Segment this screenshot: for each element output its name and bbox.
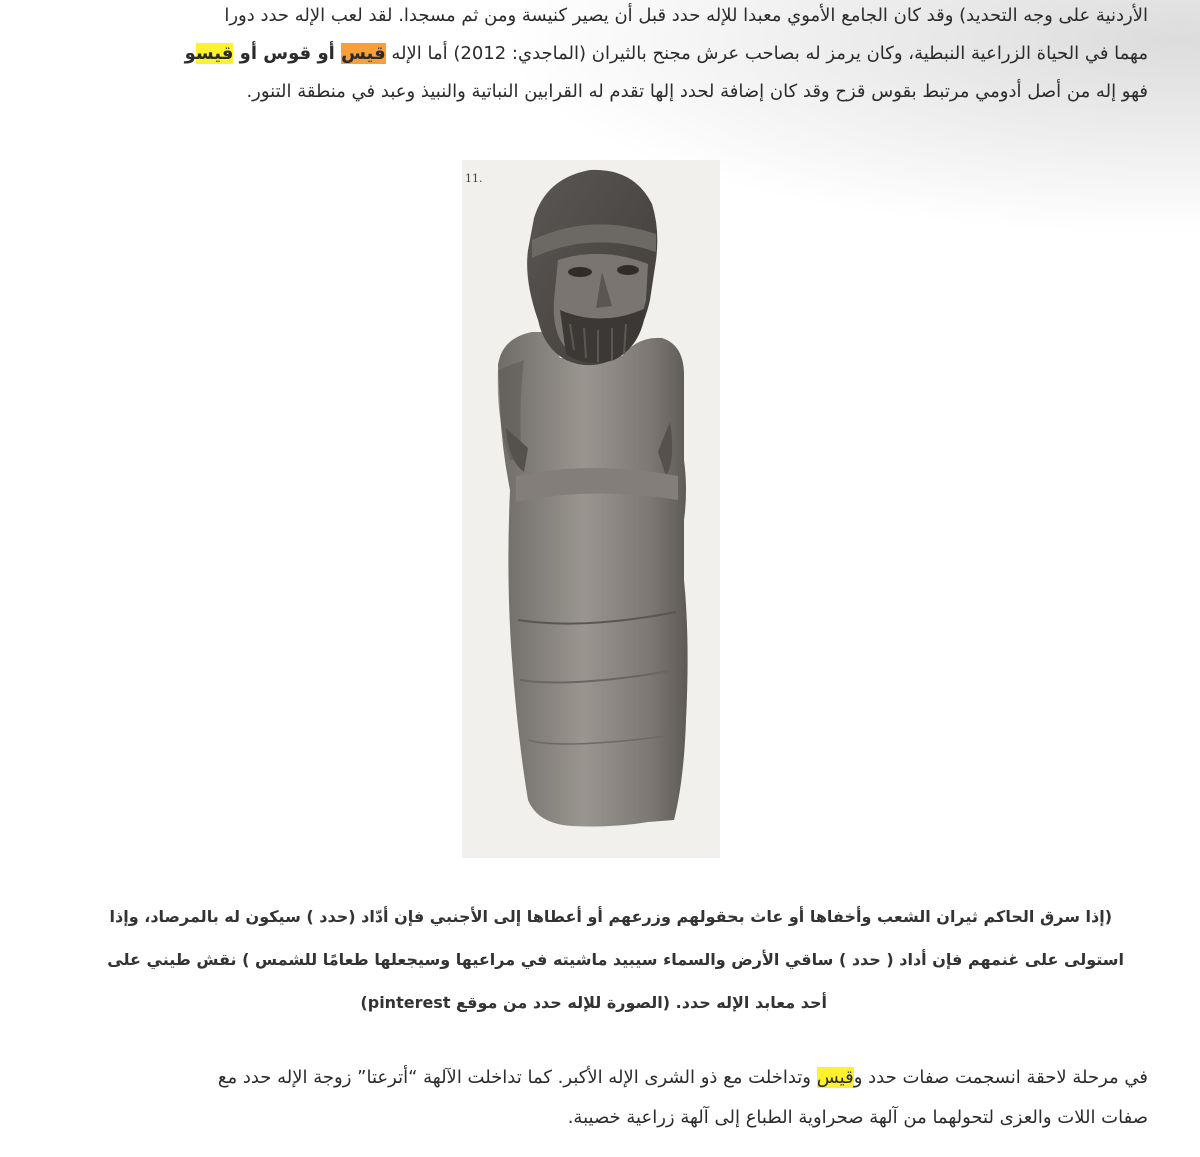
paragraph-line (48, 1058, 1148, 1098)
statue-figure (462, 160, 720, 858)
text-run: وتداخلت مع ذو الشرى الإله الأكبر. كما تداخلت الآلهة “أترعتا” زوجة الإله حدد مع (217, 1067, 817, 1088)
bottom-paragraph (48, 1058, 1148, 1138)
statue-image (462, 160, 720, 858)
text-run: أو قوس أو (233, 43, 342, 64)
caption-line: استولى على غنمهم فإن أداد ( حدد ) ساقي الأرض والسماء سيبيد ماشيته في مراعيها وسيجعلها طعامًا للشمس ) نقش طيني على (107, 950, 1124, 969)
highlighted-term: قيس (341, 43, 386, 64)
highlighted-term: قيس (195, 43, 234, 64)
text-run: في مرحلة لاحقة انسجمت صفات حدد و (853, 1067, 1148, 1088)
paragraph-line (48, 34, 1148, 72)
caption-line: (إذا سرق الحاكم ثيران الشعب وأخفاها أو عاث بحقولهم وزرعهم أو أعطاها إلى الأجنبي فإن أدّاد (حدد ) سيكون له بالمرصاد، وإذا (109, 907, 1112, 926)
top-paragraph (48, 0, 1148, 110)
figure-caption (52, 895, 1124, 1024)
paragraph-line: الأردنية على وجه التحديد) وقد كان الجامع الأموي معبدا للإله حدد قبل أن يصير كنيسة ومن ثم مسجدا. لقد لعب الإله حدد دورا (224, 5, 1148, 26)
caption-line: أحد معابد الإله حدد. (الصورة للإله حدد من موقع pinterest) (360, 993, 827, 1012)
figure-label: 11. (465, 172, 483, 185)
paragraph-line: فهو إله من أصل أدومي مرتبط بقوس قزح وقد كان إضافة لحدد إلها تقدم له القرابين النباتية والنبيذ وعبد في منطقة التنور. (246, 81, 1148, 102)
highlighted-term: قيس (816, 1067, 854, 1088)
text-run: مهما في الحياة الزراعية النبطية، وكان يرمز له بصاحب عرش مجنح بالثيران (الماجدي: 2012) أما الإله (385, 43, 1148, 64)
text-run: و (184, 43, 196, 64)
paragraph-line: صفات اللات والعزى لتحولهما من آلهة صحراوية الطباع إلى آلهة زراعية خصيبة. (567, 1107, 1148, 1128)
